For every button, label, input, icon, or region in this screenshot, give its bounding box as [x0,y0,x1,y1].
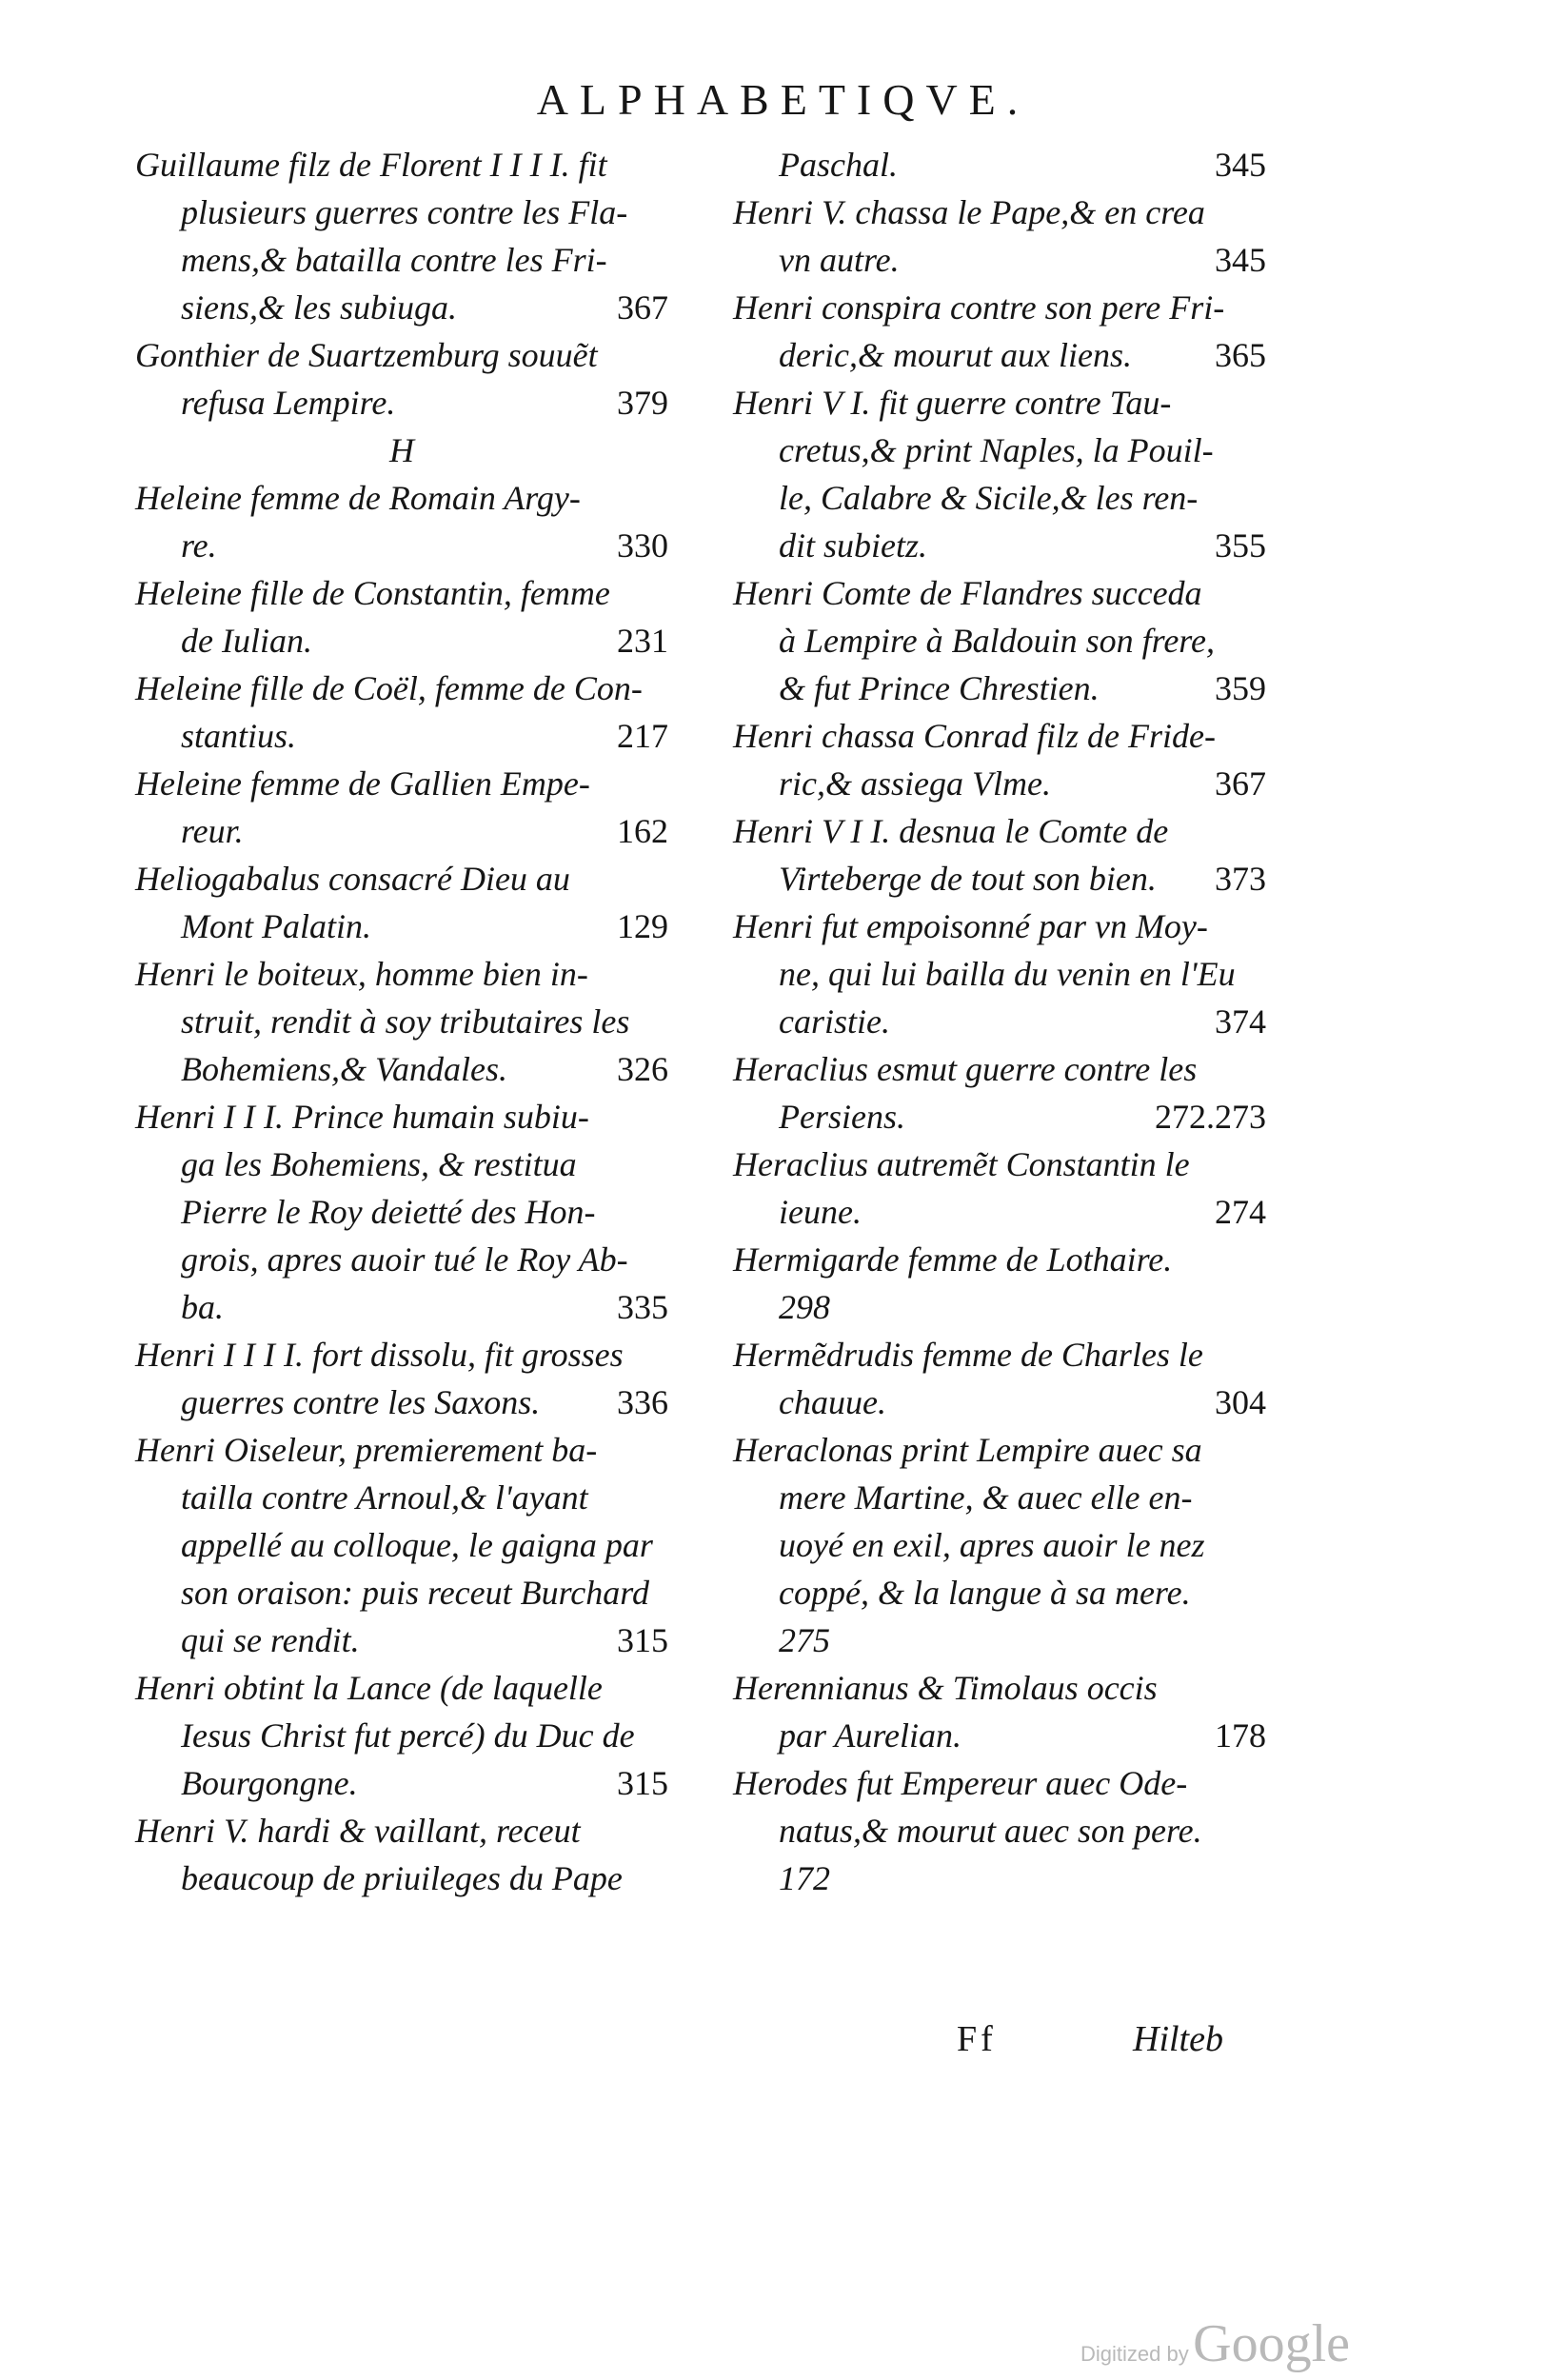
entry-line [733,379,1266,426]
entry-text: dit subietz. [779,526,928,565]
page-reference: 345 [1215,241,1266,279]
index-entry [733,902,1266,1045]
entry-text: struit, rendit à soy tributaires les [181,1002,630,1041]
index-entry [733,141,1266,188]
page-reference: 315 [617,1764,668,1802]
entry-line [135,1664,668,1712]
entry-text: mere Martine, & auec elle en- [779,1478,1193,1517]
entry-text: Paschal. [779,146,898,184]
entry-text: siens,& les subiuga. [181,288,458,327]
entry-line [135,617,668,664]
entry-text: le, Calabre & Sicile,& les ren- [779,479,1199,517]
entry-text: guerres contre les Saxons. [181,1383,541,1421]
entry-line [733,284,1266,331]
entry-text: Henri fut empoisonné par vn Moy- [733,907,1208,945]
catchword: Hilteb [1133,2019,1223,2059]
index-entry [733,188,1266,284]
entry-text: cretus,& print Naples, la Pouil- [779,431,1214,469]
page-reference: 365 [1215,336,1266,374]
section-letter [135,426,668,474]
entry-text: Henri obtint la Lance (de laquelle [135,1669,603,1707]
entry-text: Hermẽdrudis femme de Charles le [733,1336,1203,1374]
entry-line [733,1474,1266,1521]
entry-line [135,998,668,1045]
page-reference: 304 [1215,1383,1266,1421]
entry-line [135,1236,668,1283]
entry-text: Herodes fut Empereur auec Ode- [733,1764,1188,1802]
entry-text: Guillaume filz de Florent I I I I. fit [135,146,607,184]
entry-text: ba. [181,1288,224,1326]
entry-text: Pierre le Roy deietté des Hon- [181,1193,596,1231]
entry-line [733,1664,1266,1712]
page-reference: 359 [1215,669,1266,707]
index-entry [733,1426,1266,1664]
entry-text: uoyé en exil, apres auoir le nez [779,1526,1205,1564]
entry-line [733,331,1266,379]
page-reference: 379 [617,384,668,422]
entry-line [135,1188,668,1236]
index-entry [135,1426,668,1664]
entry-text: Henri Oiseleur, premierement ba- [135,1431,598,1469]
index-entry [135,141,668,331]
entry-line [733,1331,1266,1378]
entry-text: refusa Lempire. [181,384,396,422]
entry-text: ric,& assiega Vlme. [779,764,1051,803]
entry-text: Herennianus & Timolaus occis [733,1669,1158,1707]
entry-text: par Aurelian. [779,1716,962,1755]
section-letter-text: H [389,431,414,469]
page-reference: 355 [1215,526,1266,565]
entry-text: plusieurs guerres contre les Fla- [181,193,628,231]
entry-text: Mont Palatin. [181,907,371,945]
entry-line [135,1807,668,1854]
entry-line [135,1378,668,1426]
entry-text: Iesus Christ fut percé) du Duc de [181,1716,635,1755]
index-entry [135,474,668,569]
entry-text: son oraison: puis receut Burchard [181,1574,649,1612]
entry-line [135,902,668,950]
entry-line [135,950,668,998]
entry-line [135,1569,668,1616]
entry-line [733,617,1266,664]
entry-line [135,1140,668,1188]
index-entry [135,331,668,426]
entry-text: vn autre. [779,241,900,279]
page-reference: 335 [617,1288,668,1326]
entry-text: re. [181,526,217,565]
index-entry [733,1045,1266,1140]
index-entry [135,569,668,664]
index-entry [733,379,1266,569]
entry-text: Bohemiens,& Vandales. [181,1050,507,1088]
entry-line [135,1093,668,1140]
page-reference: 345 [1215,146,1266,184]
entry-text: reur. [181,812,244,850]
entry-line [733,998,1266,1045]
watermark-prefix: Digitized by [1080,2342,1189,2366]
entry-text: ga les Bohemiens, & restitua [181,1145,577,1183]
entry-line [733,1188,1266,1236]
index-entry [733,1664,1266,1759]
entry-text: Henri V I. fit guerre contre Tau- [733,384,1172,422]
entry-line [135,1045,668,1093]
entry-text: stantius. [181,717,297,755]
entry-line [135,331,668,379]
entry-line [135,1474,668,1521]
entry-line [733,569,1266,617]
entry-text: tailla contre Arnoul,& l'ayant [181,1478,588,1517]
entry-text: Henri V. chassa le Pape,& en crea [733,193,1205,231]
page-reference: 374 [1215,1002,1266,1041]
entry-line [733,712,1266,760]
entry-line [135,141,668,188]
digitization-watermark [1080,2313,1350,2374]
entry-line [135,569,668,617]
entry-text: Heraclius autremẽt Constantin le [733,1145,1190,1183]
entry-text: grois, apres auoir tué le Roy Ab- [181,1240,628,1279]
entry-text: Gonthier de Suartzemburg souuẽt [135,336,598,374]
entry-line [135,188,668,236]
entry-line [135,760,668,807]
index-entry [135,664,668,760]
index-entry [135,1664,668,1807]
entry-line [733,902,1266,950]
entry-line [135,236,668,284]
entry-line [135,807,668,855]
entry-line [135,712,668,760]
entry-line [733,1807,1266,1854]
entry-text: Heleine femme de Gallien Empe- [135,764,590,803]
entry-text: Henri Comte de Flandres succeda [733,574,1202,612]
entry-text: Henri chassa Conrad filz de Fride- [733,717,1216,755]
index-entry [135,760,668,855]
entry-line [733,807,1266,855]
entry-text: Heraclius esmut guerre contre les [733,1050,1198,1088]
entry-text: Heleine femme de Romain Argy- [135,479,581,517]
entry-line [733,1045,1266,1093]
page-reference: 330 [617,526,668,565]
entry-line [135,522,668,569]
entry-line [733,1854,1266,1902]
index-entry [135,855,668,950]
entry-line [733,1236,1266,1283]
entry-text: Henri le boiteux, homme bien in- [135,955,588,993]
entry-line [135,1854,668,1902]
entry-line [733,141,1266,188]
index-entry [733,284,1266,379]
entry-line [733,1140,1266,1188]
entry-text: à Lempire à Baldouin son frere, [779,622,1215,660]
entry-text: deric,& mourut aux liens. [779,336,1132,374]
page-reference: 129 [617,907,668,945]
entry-line [135,379,668,426]
entry-line [135,1283,668,1331]
entry-line [135,474,668,522]
entry-text: qui se rendit. [181,1621,360,1659]
page-reference: 217 [617,717,668,755]
entry-line [733,1569,1266,1616]
page-reference: 326 [617,1050,668,1088]
entry-line [135,1616,668,1664]
index-column-right [733,141,1266,1902]
entry-text: chauue. [779,1383,886,1421]
entry-line [733,1712,1266,1759]
entry-text: Henri I I I. Prince humain subiu- [135,1098,589,1136]
page-reference: 231 [617,622,668,660]
entry-text: 298 [779,1288,830,1326]
entry-line [733,855,1266,902]
entry-line [135,1521,668,1569]
entry-text: 275 [779,1621,830,1659]
entry-text: caristie. [779,1002,890,1041]
entry-line [733,426,1266,474]
google-logo: Google [1193,2314,1351,2373]
entry-line [733,236,1266,284]
entry-line [135,284,668,331]
entry-text: ieune. [779,1193,862,1231]
entry-text: Heliogabalus consacré Dieu au [135,860,570,898]
entry-text: Virteberge de tout son bien. [779,860,1157,898]
index-entry [135,1331,668,1426]
entry-line [733,1521,1266,1569]
entry-text: Henri V. hardi & vaillant, receut [135,1812,581,1850]
page-reference: 274 [1215,1193,1266,1231]
index-entry [135,950,668,1093]
entry-line [733,1426,1266,1474]
entry-text: de Iulian. [181,622,312,660]
entry-line [135,664,668,712]
entry-line [135,1712,668,1759]
entry-text: Henri I I I I. fort dissolu, fit grosses [135,1336,624,1374]
entry-text: natus,& mourut auec son pere. [779,1812,1202,1850]
entry-text: Hermigarde femme de Lothaire. [733,1240,1173,1279]
entry-text: Henri V I I. desnua le Comte de [733,812,1169,850]
entry-text: & fut Prince Chrestien. [779,669,1100,707]
index-entry [733,712,1266,807]
entry-text: ne, qui lui bailla du venin en l'Eu [779,955,1236,993]
entry-line [733,1093,1266,1140]
entry-text: Henri conspira contre son pere Fri- [733,288,1225,327]
entry-text: beaucoup de priuileges du Pape [181,1859,623,1897]
entry-text: appellé au colloque, le gaigna par [181,1526,653,1564]
index-column-left [135,141,668,1902]
page-reference: 315 [617,1621,668,1659]
running-head: ALPHABETIQVE. [536,75,1030,124]
index-entry [733,569,1266,712]
index-entry [135,1807,668,1902]
entry-line [733,950,1266,998]
page-reference: 367 [617,288,668,327]
entry-line [733,760,1266,807]
entry-line [135,855,668,902]
entry-text: Heleine fille de Constantin, femme [135,574,610,612]
entry-text: Heleine fille de Coël, femme de Con- [135,669,643,707]
entry-text: mens,& batailla contre les Fri- [181,241,607,279]
entry-text: Heraclonas print Lempire auec sa [733,1431,1202,1469]
entry-line [733,664,1266,712]
entry-line [733,1378,1266,1426]
index-entry [733,1236,1266,1331]
entry-line [135,1426,668,1474]
entry-text: 172 [779,1859,830,1897]
entry-line [733,1283,1266,1331]
page-reference: 373 [1215,860,1266,898]
page-reference: 178 [1215,1716,1266,1755]
entry-line [733,1759,1266,1807]
index-entry [733,1331,1266,1426]
page-reference: 162 [617,812,668,850]
entry-text: Persiens. [779,1098,905,1136]
entry-text: coppé, & la langue à sa mere. [779,1574,1191,1612]
entry-line [733,474,1266,522]
entry-line [733,1616,1266,1664]
index-entry [733,807,1266,902]
entry-text: Bourgongne. [181,1764,358,1802]
entry-line [135,1759,668,1807]
page-reference: 336 [617,1383,668,1421]
entry-line [733,522,1266,569]
entry-line [135,1331,668,1378]
page-reference: 367 [1215,764,1266,803]
entry-line [733,188,1266,236]
index-entry [733,1759,1266,1902]
signature-mark: Ff [957,2019,997,2059]
index-entry [733,1140,1266,1236]
page-reference: 272.273 [1155,1098,1266,1136]
index-entry [135,1093,668,1331]
